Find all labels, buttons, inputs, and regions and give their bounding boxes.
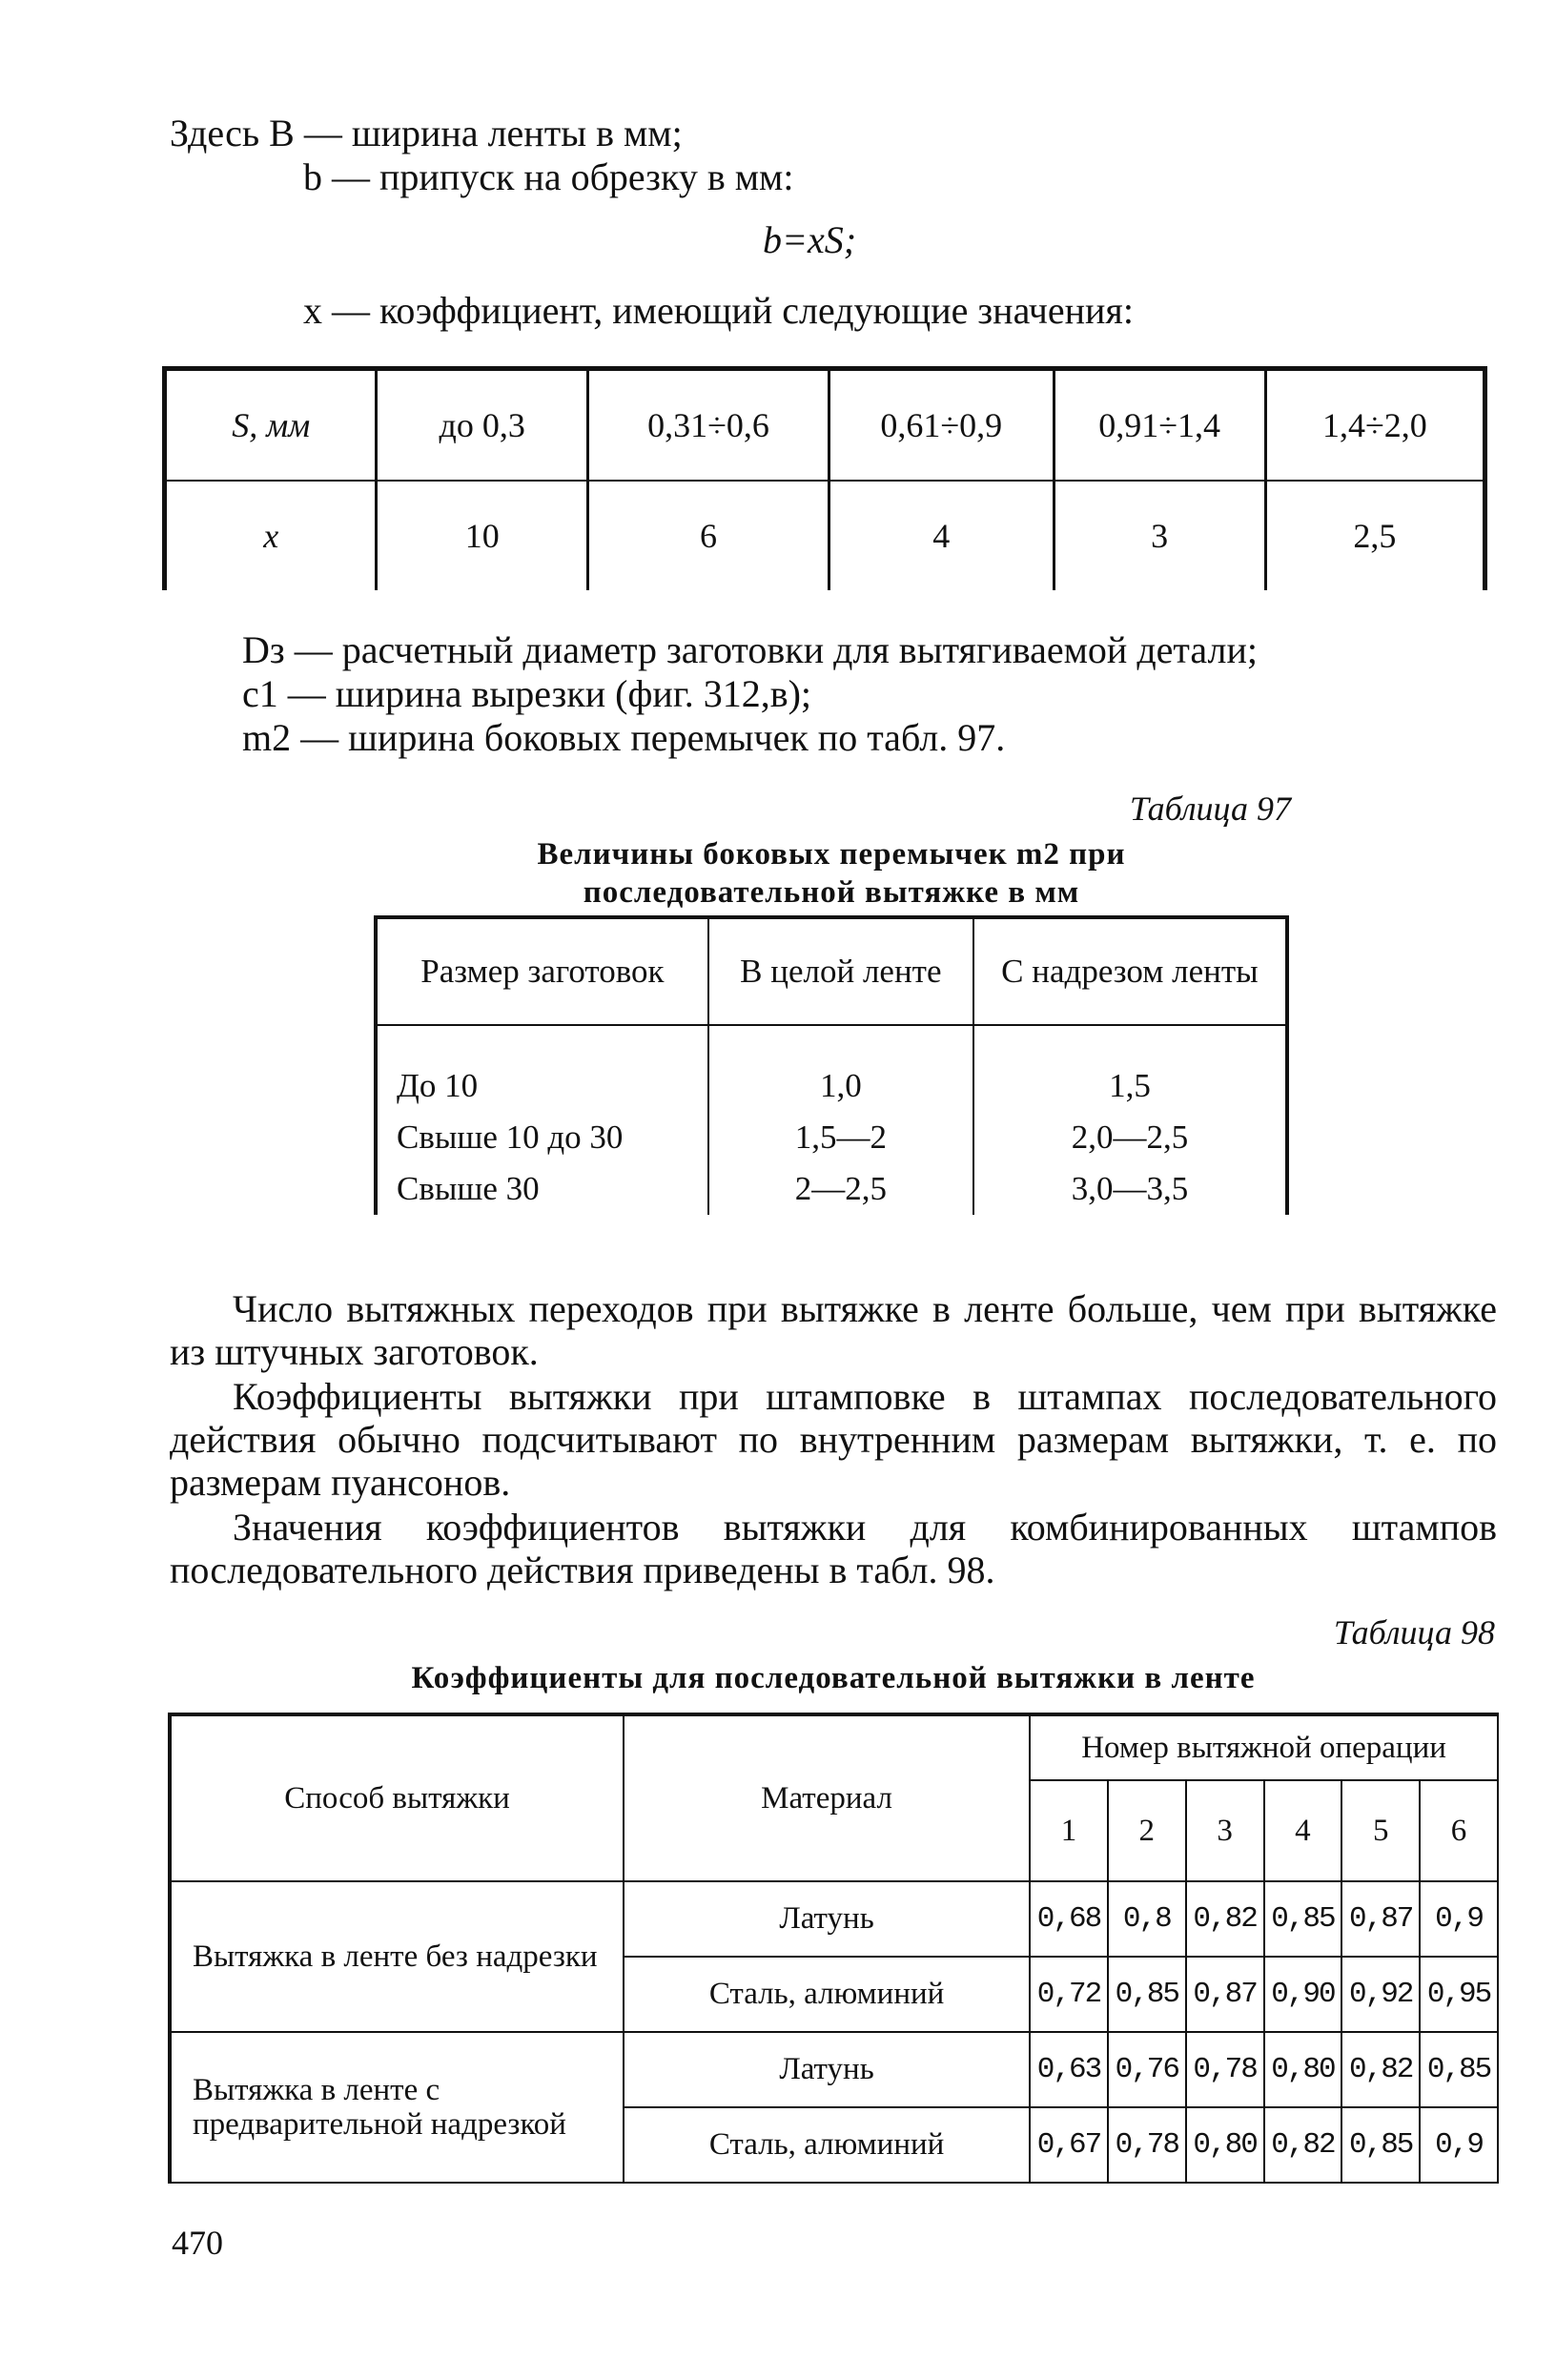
table-cell: 1,5: [973, 1025, 1287, 1112]
table-cell: Свыше 10 до 30: [376, 1112, 708, 1163]
table-97-label: Таблица 97: [1129, 790, 1291, 828]
coefficient-table: [162, 366, 1487, 590]
table-cell: 2,5: [1265, 481, 1484, 590]
table-cell: 6: [587, 481, 829, 590]
value-cell: 0,68: [1030, 1881, 1108, 1957]
material-cell: Сталь, алюминий: [624, 1957, 1030, 2032]
material-cell: Латунь: [624, 2032, 1030, 2107]
table-header-row: [170, 1714, 1498, 1780]
header-op-1: 1: [1030, 1780, 1108, 1881]
value-cell: 0,87: [1341, 1881, 1420, 1957]
table-cell: 1,4÷2,0: [1265, 369, 1484, 482]
table-97-title-line2: последовательной вытяжке в мм: [583, 875, 1080, 910]
table-cell: 2—2,5: [708, 1163, 973, 1215]
value-cell: 0,78: [1186, 2032, 1264, 2107]
table-cell: 10: [377, 481, 587, 590]
table-cell: До 10: [376, 1025, 708, 1112]
table-cell: 0,31÷0,6: [587, 369, 829, 482]
table-cell: 1,5—2: [708, 1112, 973, 1163]
value-cell: 0,63: [1030, 2032, 1108, 2107]
header-operation-number: Номер вытяжной операции: [1030, 1714, 1498, 1780]
material-cell: Латунь: [624, 1881, 1030, 1957]
table-98-label: Таблица 98: [1333, 1613, 1495, 1652]
table-header-row: [376, 917, 1287, 1025]
value-cell: 0,92: [1341, 1957, 1420, 2032]
table-row: [170, 1881, 1498, 1957]
material-cell: Сталь, алюминий: [624, 2107, 1030, 2183]
text-line-coefficient: x — коэффициент, имеющий следующие значения:: [303, 289, 1134, 332]
table-cell: 0,91÷1,4: [1054, 369, 1265, 482]
value-cell: 0,85: [1341, 2107, 1420, 2183]
header-op-3: 3: [1186, 1780, 1264, 1881]
table-cell: Свыше 30: [376, 1163, 708, 1215]
page-number: 470: [172, 2224, 223, 2262]
value-cell: 0,72: [1030, 1957, 1108, 2032]
header-blank-size: Размер заготовок: [376, 917, 708, 1025]
value-cell: 0,80: [1264, 2032, 1342, 2107]
value-cell: 0,85: [1264, 1881, 1342, 1957]
paragraph-coefficients: Коэффициенты вытяжки при штамповке в штампах последовательного действия обычно подсчитывают по внутренним размерам вытяжки, т. е. по размерам пуансонов.: [170, 1375, 1497, 1504]
table-cell: 1,0: [708, 1025, 973, 1112]
text-line-allowance: b — припуск на обрезку в мм:: [303, 155, 794, 198]
table-row: [165, 481, 1485, 590]
table-row: [165, 369, 1485, 482]
value-cell: 0,82: [1264, 2107, 1342, 2183]
table-cell: 3,0—3,5: [973, 1163, 1287, 1215]
table-98-title: Коэффициенты для последовательной вытяжки в ленте: [411, 1661, 1256, 1695]
value-cell: 0,85: [1420, 2032, 1498, 2107]
formula: b=xS;: [763, 218, 857, 261]
text-line-width: Здесь B — ширина ленты в мм;: [170, 112, 683, 154]
table-97-title-line1: Величины боковых перемычек m2 при: [537, 837, 1126, 872]
header-material: Материал: [624, 1714, 1030, 1881]
table-row: [376, 1025, 1287, 1112]
definition-cut-width: c1 — ширина вырезки (фиг. 312,в);: [242, 672, 812, 715]
drawing-coefficients-table: [168, 1713, 1499, 2184]
paragraph-transitions: Число вытяжных переходов при вытяжке в ленте больше, чем при вытяжке из штучных заготовок.: [170, 1287, 1497, 1373]
header-op-2: 2: [1108, 1780, 1186, 1881]
value-cell: 0,8: [1108, 1881, 1186, 1957]
value-cell: 0,82: [1341, 2032, 1420, 2107]
value-cell: 0,87: [1186, 1957, 1264, 2032]
header-whole-strip: В целой ленте: [708, 917, 973, 1025]
table-cell: до 0,3: [377, 369, 587, 482]
method-cell: Вытяжка в ленте с предварительной надрезкой: [170, 2032, 624, 2183]
table-row: [376, 1112, 1287, 1163]
value-cell: 0,9: [1420, 2107, 1498, 2183]
header-op-4: 4: [1264, 1780, 1342, 1881]
bridge-width-table: [374, 915, 1289, 1215]
value-cell: 0,78: [1108, 2107, 1186, 2183]
value-cell: 0,82: [1186, 1881, 1264, 1957]
header-op-6: 6: [1420, 1780, 1498, 1881]
table-cell: 4: [829, 481, 1054, 590]
value-cell: 0,90: [1264, 1957, 1342, 2032]
value-cell: 0,9: [1420, 1881, 1498, 1957]
value-cell: 0,67: [1030, 2107, 1108, 2183]
method-cell: Вытяжка в ленте без надрезки: [170, 1881, 624, 2032]
table-cell: 0,61÷0,9: [829, 369, 1054, 482]
table-cell: 2,0—2,5: [973, 1112, 1287, 1163]
paragraph-table-ref: Значения коэффициентов вытяжки для комбинированных штампов последовательного действия приведены в табл. 98.: [170, 1506, 1497, 1591]
value-cell: 0,95: [1420, 1957, 1498, 2032]
table-row: [376, 1163, 1287, 1215]
table-cell: S, мм: [165, 369, 377, 482]
value-cell: 0,85: [1108, 1957, 1186, 2032]
header-method: Способ вытяжки: [170, 1714, 624, 1881]
table-cell: 3: [1054, 481, 1265, 590]
header-notched-strip: С надрезом ленты: [973, 917, 1287, 1025]
value-cell: 0,80: [1186, 2107, 1264, 2183]
table-97-title: [374, 835, 1289, 912]
table-row: [170, 2032, 1498, 2107]
header-op-5: 5: [1341, 1780, 1420, 1881]
table-cell: x: [165, 481, 377, 590]
value-cell: 0,76: [1108, 2032, 1186, 2107]
definition-diameter: Dз — расчетный диаметр заготовки для вытягиваемой детали;: [242, 628, 1258, 671]
definition-bridge-width: m2 — ширина боковых перемычек по табл. 97.: [242, 716, 1006, 759]
